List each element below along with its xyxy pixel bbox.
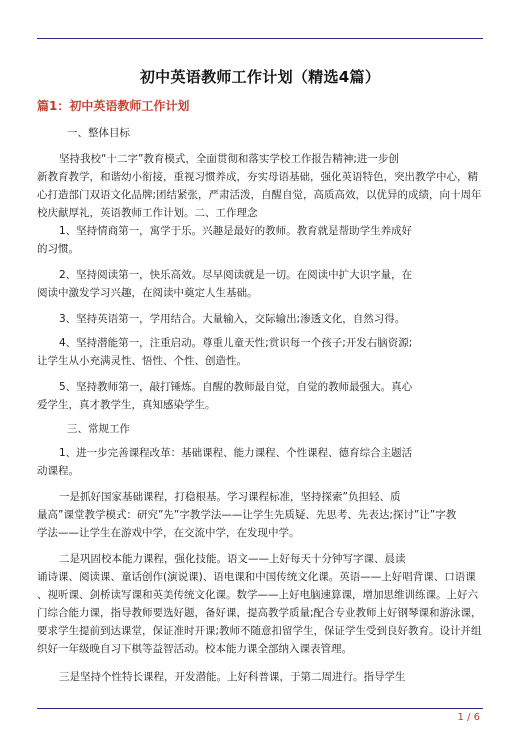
section-heading: 篇1：初中英语教师工作计划 [37,99,190,113]
header-rule [37,38,483,39]
paragraph-national-course: 一是抓好国家基础课程，打稳根基。学习课程标准，坚持探索”负担轻、质 量高”课堂教学模式：研究”先”字教学法——让学生先质疑、先思考、先表达;探讨”让”字教 学法——让学生在游戏中学，在交流中学，在发现中学。 [37,491,457,539]
paragraph-school-course: 二是巩固校本能力课程，强化技能。语文——上好每天十分钟写字课、晨读 诵诗课、阅读课、童话创作(演说课)、语电课和中国传统文化课。英语——上好唱背课、口语课 、视听课、剑桥读写课和英美传统文化课。数学——上好电脑速算课，增加思维训练课。上好六 门综合能力课，指导教师要选好题，备好课，提高教学质量;配合专业教师上好钢琴课和游泳课， 要求学生提前到达课堂，保证准时开课;教师不随意扣留学生，保证学生受到良好教育。设计并组 织好一年级晚自习下棋等益智活动。校本能力课全部纳入课表管理。 [37,553,482,655]
paragraph-specialty-course: 三是坚持个性特长课程，开发潜能。上好科普课，于第二周进行。指导学生 [59,671,406,683]
footer-rule [37,708,483,709]
paragraph-principle-2: 2、坚持阅读第一，快乐高效。尽早阅读就是一切。在阅读中扩大识字量，在 阅读中激发学习兴趣，在阅读中奠定人生基础。 [37,269,413,299]
page-indicator: 1 / 6 [457,712,480,723]
paragraph-principle-1: 1、坚持情商第一，寓学于乐。兴趣是最好的教师。教育就是帮助学生养成好 的习惯。 [37,225,413,255]
document-title: 初中英语教师工作计划（精选4篇） [139,68,381,86]
paragraph-overall-goal-heading: 一、整体目标 [67,127,130,139]
paragraph-routine-1: 1、进一步完善课程改革：基础课程、能力课程、个性课程、德育综合主题活 动课程。 [37,447,413,477]
paragraph-overall-goal: 坚持我校“十二字”教育模式，全面贯彻和落实学校工作报告精神;进一步创 新教育教学，和谐幼小衔接，重视习惯养成，夯实母语基础，强化英语特色，突出教学中心，精 心打造部门双语文化品牌;团结紧张，严肃活泼，自醒自觉，高质高效，以优异的成绩，向十周年 校庆献厚礼，英语教师工作计划。二、工作理念 [37,153,482,219]
paragraph-principle-5: 5、坚持教师第一，敲打锤炼。自醒的教师最自觉，自觉的教师最强大。真心 爱学生，真才教学生，真知感染学生。 [37,381,413,411]
paragraph-principle-3: 3、坚持英语第一，学用结合。大量输入，交际输出;渗透文化，自然习得。 [59,313,406,325]
paragraph-routine-heading: 三、常规工作 [67,423,130,435]
paragraph-principle-4: 4、坚持潜能第一，注重启动。尊重儿童天性;赏识每一个孩子;开发右脑资源; 让学生从小充满灵性、悟性、个性、创造性。 [37,337,413,367]
